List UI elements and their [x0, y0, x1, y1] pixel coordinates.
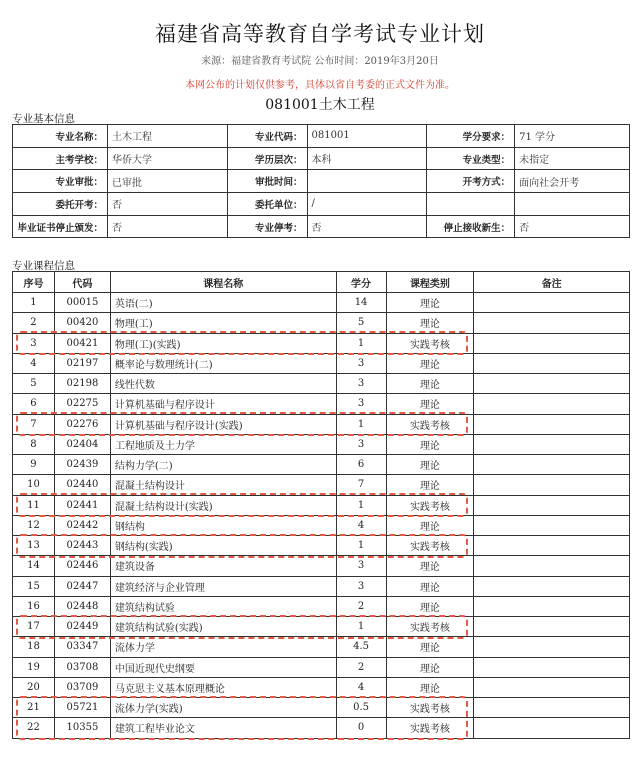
- info-label: [427, 193, 515, 216]
- course-note: [474, 556, 630, 576]
- info-label: 专业名称：: [13, 125, 108, 148]
- course-type: 理论: [386, 353, 474, 373]
- course-code: 02198: [54, 374, 110, 394]
- table-row: [13, 637, 630, 657]
- course-no: 1: [13, 293, 55, 313]
- course-code: 02197: [54, 353, 110, 373]
- info-label: 委托开考：: [13, 193, 108, 216]
- course-code: 00420: [54, 313, 110, 333]
- info-value: 华侨大学: [107, 147, 227, 170]
- course-credit: 0: [336, 718, 386, 738]
- course-note: [474, 677, 630, 697]
- course-code: 02442: [54, 515, 110, 535]
- info-label: 专业代码：: [227, 125, 307, 148]
- course-no: 6: [13, 394, 55, 414]
- info-value: [515, 193, 630, 216]
- course-code: 02439: [54, 455, 110, 475]
- table-row: [13, 455, 630, 475]
- info-label: 审批时间：: [227, 170, 307, 193]
- info-value: 否: [515, 215, 630, 238]
- course-credit: 2: [336, 596, 386, 616]
- course-name: 工程地质及土力学: [110, 434, 336, 454]
- info-label: 委托单位：: [227, 193, 307, 216]
- course-type: 理论: [386, 637, 474, 657]
- course-no: 9: [13, 455, 55, 475]
- course-note: [474, 414, 630, 434]
- course-type: 理论: [386, 293, 474, 313]
- course-note: [474, 596, 630, 616]
- table-row: [13, 434, 630, 454]
- info-row: [13, 170, 630, 193]
- course-note: [474, 434, 630, 454]
- course-note: [474, 394, 630, 414]
- course-code: 02275: [54, 394, 110, 414]
- table-row: [13, 657, 630, 677]
- info-value: 土木工程: [107, 125, 227, 148]
- course-credit: 3: [336, 374, 386, 394]
- course-code: 00421: [54, 333, 110, 353]
- table-row: [13, 394, 630, 414]
- course-code: 02443: [54, 536, 110, 556]
- course-code: 00015: [54, 293, 110, 313]
- course-name: 物理(工): [110, 313, 336, 333]
- table-row: [13, 576, 630, 596]
- course-name: 概率论与数理统计(二): [110, 353, 336, 373]
- info-value: 否: [107, 215, 227, 238]
- course-name: 马克思主义基本原理概论: [110, 677, 336, 697]
- header-no: 序号: [13, 272, 55, 293]
- courses-heading: 专业课程信息: [12, 260, 75, 272]
- course-type: 实践考核: [386, 333, 474, 353]
- course-name: 建筑结构试验: [110, 596, 336, 616]
- course-note: [474, 353, 630, 373]
- course-credit: 3: [336, 394, 386, 414]
- info-value: 71 学分: [515, 125, 630, 148]
- table-row: [13, 698, 630, 718]
- course-no: 11: [13, 495, 55, 515]
- course-code: 02449: [54, 617, 110, 637]
- disclaimer-notice: 本网公布的计划仅供参考，具体以省自考委的正式文件为准。: [185, 80, 455, 91]
- course-name: 钢结构: [110, 515, 336, 535]
- course-no: 22: [13, 718, 55, 738]
- table-row: [13, 353, 630, 373]
- course-no: 5: [13, 374, 55, 394]
- course-name: 流体力学: [110, 637, 336, 657]
- header-name: 课程名称: [110, 272, 336, 293]
- course-code: 03708: [54, 657, 110, 677]
- course-type: 实践考核: [386, 495, 474, 515]
- course-no: 16: [13, 596, 55, 616]
- course-code: 10355: [54, 718, 110, 738]
- info-row: [13, 147, 630, 170]
- table-row: [13, 313, 630, 333]
- table-row: [13, 536, 630, 556]
- info-row: [13, 193, 630, 216]
- course-name: 中国近现代史纲要: [110, 657, 336, 677]
- major-title: 081001土木工程: [265, 97, 375, 113]
- course-name: 计算机基础与程序设计(实践): [110, 414, 336, 434]
- course-no: 7: [13, 414, 55, 434]
- course-credit: 3: [336, 434, 386, 454]
- course-name: 建筑结构试验(实践): [110, 617, 336, 637]
- info-label: 专业审批：: [13, 170, 108, 193]
- course-no: 17: [13, 617, 55, 637]
- table-row: [13, 515, 630, 535]
- info-value: 已审批: [107, 170, 227, 193]
- table-row: [13, 293, 630, 313]
- course-type: 理论: [386, 596, 474, 616]
- course-type: 理论: [386, 434, 474, 454]
- info-label: 学历层次：: [227, 147, 307, 170]
- course-code: 02276: [54, 414, 110, 434]
- course-name: 线性代数: [110, 374, 336, 394]
- course-no: 4: [13, 353, 55, 373]
- basic-info-table: [12, 124, 630, 238]
- course-credit: 6: [336, 455, 386, 475]
- info-row: [13, 215, 630, 238]
- course-note: [474, 313, 630, 333]
- info-label: 学分要求：: [427, 125, 515, 148]
- course-note: [474, 475, 630, 495]
- info-label: 专业停考：: [227, 215, 307, 238]
- info-value: 否: [107, 193, 227, 216]
- course-code: 03347: [54, 637, 110, 657]
- info-label: 毕业证书停止颁发：: [13, 215, 108, 238]
- course-name: 建筑工程毕业论文: [110, 718, 336, 738]
- table-row: [13, 596, 630, 616]
- course-type: 实践考核: [386, 414, 474, 434]
- course-credit: 14: [336, 293, 386, 313]
- course-type: 实践考核: [386, 617, 474, 637]
- course-credit: 3: [336, 353, 386, 373]
- course-no: 18: [13, 637, 55, 657]
- course-no: 2: [13, 313, 55, 333]
- course-no: 8: [13, 434, 55, 454]
- course-credit: 4: [336, 677, 386, 697]
- course-note: [474, 495, 630, 515]
- course-type: 理论: [386, 556, 474, 576]
- info-value: 面向社会开考: [515, 170, 630, 193]
- course-type: 理论: [386, 455, 474, 475]
- course-note: [474, 576, 630, 596]
- table-row: [13, 333, 630, 353]
- course-name: 建筑经济与企业管理: [110, 576, 336, 596]
- course-note: [474, 333, 630, 353]
- course-type: 理论: [386, 677, 474, 697]
- table-row: [13, 556, 630, 576]
- info-value: /: [307, 193, 427, 216]
- header-code: 代码: [54, 272, 110, 293]
- info-value: 本科: [307, 147, 427, 170]
- course-no: 14: [13, 556, 55, 576]
- course-note: [474, 455, 630, 475]
- course-note: [474, 657, 630, 677]
- course-code: 02440: [54, 475, 110, 495]
- table-row: [13, 718, 630, 738]
- table-row: [13, 374, 630, 394]
- header-note: 备注: [474, 272, 630, 293]
- course-type: 理论: [386, 394, 474, 414]
- course-credit: 3: [336, 556, 386, 576]
- course-name: 钢结构(实践): [110, 536, 336, 556]
- course-name: 英语(二): [110, 293, 336, 313]
- header-credit: 学分: [336, 272, 386, 293]
- course-code: 02447: [54, 576, 110, 596]
- course-note: [474, 617, 630, 637]
- table-row: [13, 617, 630, 637]
- course-name: 物理(工)(实践): [110, 333, 336, 353]
- source-line: 来源：福建省教育考试院 公布时间：2019年3月20日: [201, 56, 439, 67]
- header-type: 课程类别: [386, 272, 474, 293]
- course-note: [474, 718, 630, 738]
- course-code: 02404: [54, 434, 110, 454]
- table-row: [13, 414, 630, 434]
- course-note: [474, 374, 630, 394]
- course-no: 12: [13, 515, 55, 535]
- course-no: 19: [13, 657, 55, 677]
- table-row: [13, 495, 630, 515]
- course-type: 理论: [386, 313, 474, 333]
- table-row: [13, 475, 630, 495]
- course-code: 05721: [54, 698, 110, 718]
- course-note: [474, 515, 630, 535]
- course-name: 建筑设备: [110, 556, 336, 576]
- course-type: 理论: [386, 657, 474, 677]
- course-no: 20: [13, 677, 55, 697]
- course-note: [474, 536, 630, 556]
- course-code: 02446: [54, 556, 110, 576]
- course-type: 理论: [386, 576, 474, 596]
- info-row: [13, 125, 630, 148]
- course-no: 15: [13, 576, 55, 596]
- course-no: 10: [13, 475, 55, 495]
- course-type: 实践考核: [386, 698, 474, 718]
- courses-header-row: [13, 272, 630, 293]
- course-note: [474, 293, 630, 313]
- info-label: 专业类型：: [427, 147, 515, 170]
- info-value: 否: [307, 215, 427, 238]
- course-name: 混凝土结构设计: [110, 475, 336, 495]
- course-code: 02448: [54, 596, 110, 616]
- course-credit: 4: [336, 515, 386, 535]
- info-label: 停止接收新生：: [427, 215, 515, 238]
- course-credit: 5: [336, 313, 386, 333]
- course-credit: 1: [336, 536, 386, 556]
- course-credit: 4.5: [336, 637, 386, 657]
- courses-table: [12, 271, 630, 739]
- course-no: 21: [13, 698, 55, 718]
- table-row: [13, 677, 630, 697]
- course-type: 实践考核: [386, 536, 474, 556]
- course-note: [474, 637, 630, 657]
- course-credit: 0.5: [336, 698, 386, 718]
- info-label: 主考学校：: [13, 147, 108, 170]
- course-no: 3: [13, 333, 55, 353]
- basic-info-heading: 专业基本信息: [12, 113, 75, 125]
- course-name: 结构力学(二): [110, 455, 336, 475]
- course-name: 混凝土结构设计(实践): [110, 495, 336, 515]
- course-type: 实践考核: [386, 718, 474, 738]
- info-value: 未指定: [515, 147, 630, 170]
- course-type: 理论: [386, 475, 474, 495]
- course-credit: 2: [336, 657, 386, 677]
- course-no: 13: [13, 536, 55, 556]
- course-credit: 1: [336, 414, 386, 434]
- course-type: 理论: [386, 515, 474, 535]
- course-credit: 1: [336, 617, 386, 637]
- course-note: [474, 698, 630, 718]
- course-code: 03709: [54, 677, 110, 697]
- info-value: [307, 170, 427, 193]
- course-credit: 7: [336, 475, 386, 495]
- course-code: 02441: [54, 495, 110, 515]
- course-credit: 3: [336, 576, 386, 596]
- info-value: 081001: [307, 125, 427, 148]
- course-credit: 1: [336, 333, 386, 353]
- info-label: 开考方式：: [427, 170, 515, 193]
- course-name: 流体力学(实践): [110, 698, 336, 718]
- course-name: 计算机基础与程序设计: [110, 394, 336, 414]
- course-credit: 1: [336, 495, 386, 515]
- page-title: 福建省高等教育自学考试专业计划: [155, 22, 485, 46]
- course-type: 理论: [386, 374, 474, 394]
